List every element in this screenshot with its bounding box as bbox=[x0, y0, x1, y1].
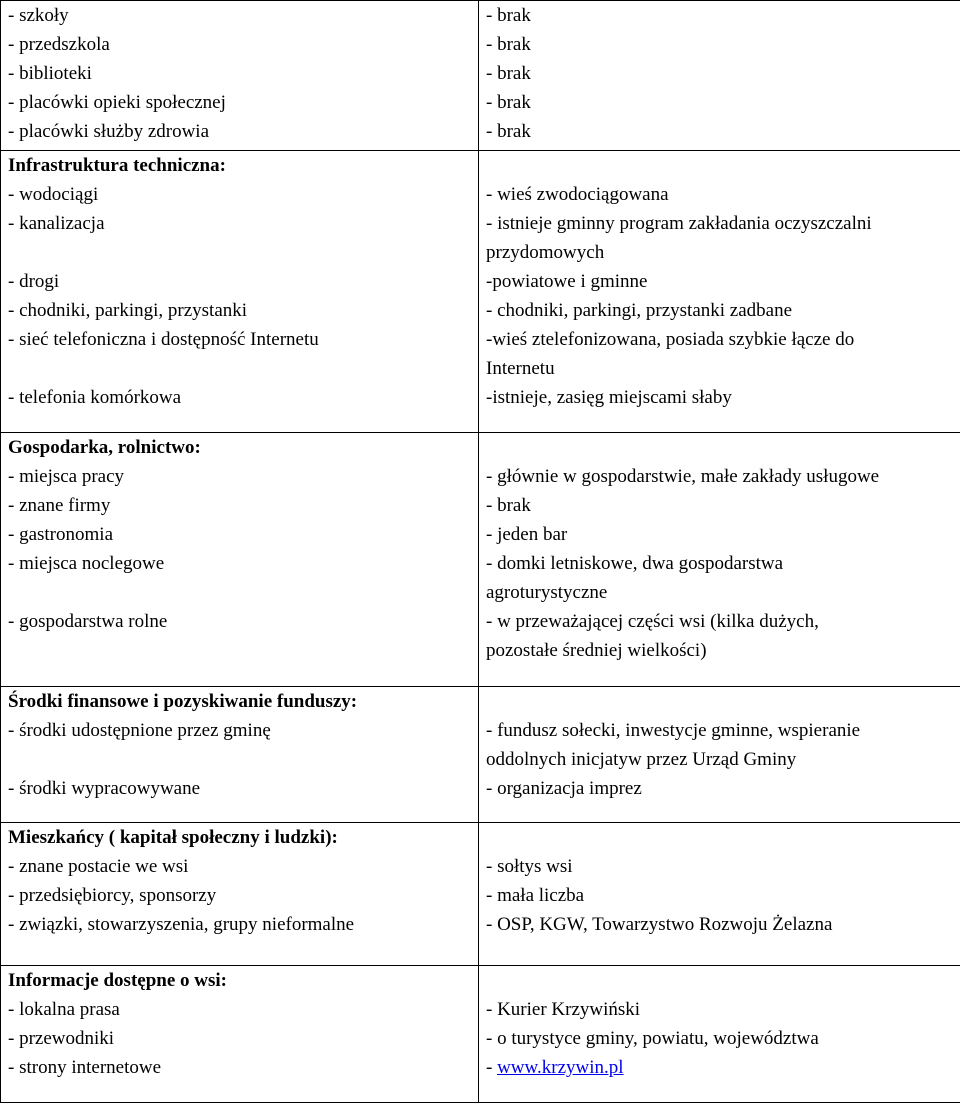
right-line bbox=[486, 687, 960, 716]
right-line: - wieś zwodociągowana bbox=[486, 180, 960, 209]
right-line: - jeden bar bbox=[486, 520, 960, 549]
section-heading: Informacje dostępne o wsi: bbox=[8, 966, 478, 995]
right-line: przydomowych bbox=[486, 238, 960, 267]
left-line bbox=[8, 636, 478, 665]
table-row bbox=[1, 966, 960, 1103]
left-cell bbox=[1, 823, 479, 966]
left-line: - miejsca noclegowe bbox=[8, 549, 478, 578]
table-row bbox=[1, 823, 960, 966]
left-line: - sieć telefoniczna i dostępność Internetu bbox=[8, 325, 478, 354]
left-line bbox=[8, 238, 478, 267]
left-line: - znane postacie we wsi bbox=[8, 852, 478, 881]
right-line: pozostałe średniej wielkości) bbox=[486, 636, 960, 665]
section-heading: Gospodarka, rolnictwo: bbox=[8, 433, 478, 462]
left-line: - placówki służby zdrowia bbox=[8, 117, 478, 146]
right-line: - brak bbox=[486, 30, 960, 59]
left-line: - gospodarstwa rolne bbox=[8, 607, 478, 636]
right-line: -wieś ztelefonizowana, posiada szybkie łącze do bbox=[486, 325, 960, 354]
right-line: - chodniki, parkingi, przystanki zadbane bbox=[486, 296, 960, 325]
left-line: - kanalizacja bbox=[8, 209, 478, 238]
right-line: - brak bbox=[486, 491, 960, 520]
left-cell bbox=[1, 687, 479, 823]
table-row bbox=[1, 151, 960, 433]
section-heading: Infrastruktura techniczna: bbox=[8, 151, 478, 180]
left-line bbox=[8, 578, 478, 607]
right-line: - sołtys wsi bbox=[486, 852, 960, 881]
left-line: - wodociągi bbox=[8, 180, 478, 209]
left-line: - strony internetowe bbox=[8, 1053, 478, 1082]
right-line: - domki letniskowe, dwa gospodarstwa bbox=[486, 549, 960, 578]
table-row bbox=[1, 687, 960, 823]
left-line: - miejsca pracy bbox=[8, 462, 478, 491]
right-cell bbox=[479, 433, 960, 687]
right-line bbox=[486, 151, 960, 180]
left-line: - placówki opieki społecznej bbox=[8, 88, 478, 117]
table-row bbox=[1, 1, 960, 151]
right-line: - mała liczba bbox=[486, 881, 960, 910]
left-line: - lokalna prasa bbox=[8, 995, 478, 1024]
right-line: -istnieje, zasięg miejscami słaby bbox=[486, 383, 960, 412]
right-cell bbox=[479, 823, 960, 966]
left-line bbox=[8, 745, 478, 774]
right-line: - Kurier Krzywiński bbox=[486, 995, 960, 1024]
right-line: Internetu bbox=[486, 354, 960, 383]
right-line bbox=[486, 433, 960, 462]
left-cell bbox=[1, 151, 479, 433]
right-cell bbox=[479, 687, 960, 823]
left-cell bbox=[1, 1, 479, 151]
right-line: - o turystyce gminy, powiatu, województwa bbox=[486, 1024, 960, 1053]
right-line: - OSP, KGW, Towarzystwo Rozwoju Żelazna bbox=[486, 910, 960, 939]
right-line-prefix: - bbox=[486, 1057, 497, 1078]
left-line: - znane firmy bbox=[8, 491, 478, 520]
left-line: - środki udostępnione przez gminę bbox=[8, 716, 478, 745]
right-line: -powiatowe i gminne bbox=[486, 267, 960, 296]
right-cell bbox=[479, 151, 960, 433]
left-line: - gastronomia bbox=[8, 520, 478, 549]
right-line: - istnieje gminny program zakładania oczyszczalni bbox=[486, 209, 960, 238]
website-link[interactable]: www.krzywin.pl bbox=[497, 1057, 623, 1078]
section-heading: Mieszkańcy ( kapitał społeczny i ludzki): bbox=[8, 823, 478, 852]
left-line: - przewodniki bbox=[8, 1024, 478, 1053]
left-cell bbox=[1, 966, 479, 1103]
section-heading: Środki finansowe i pozyskiwanie funduszy: bbox=[8, 687, 478, 716]
right-line: - w przeważającej części wsi (kilka dużych, bbox=[486, 607, 960, 636]
right-line: - głównie w gospodarstwie, małe zakłady usługowe bbox=[486, 462, 960, 491]
right-cell bbox=[479, 1, 960, 151]
left-cell bbox=[1, 433, 479, 687]
right-line: - brak bbox=[486, 117, 960, 146]
right-line: - brak bbox=[486, 59, 960, 88]
right-line bbox=[486, 1053, 960, 1082]
right-line: - brak bbox=[486, 88, 960, 117]
right-line: - brak bbox=[486, 1, 960, 30]
left-line: - szkoły bbox=[8, 1, 478, 30]
right-cell bbox=[479, 966, 960, 1103]
right-line bbox=[486, 966, 960, 995]
left-line: - biblioteki bbox=[8, 59, 478, 88]
right-line: - fundusz sołecki, inwestycje gminne, wspieranie bbox=[486, 716, 960, 745]
left-line: - związki, stowarzyszenia, grupy nieformalne bbox=[8, 910, 478, 939]
table-row bbox=[1, 433, 960, 687]
right-line: oddolnych inicjatyw przez Urząd Gminy bbox=[486, 745, 960, 774]
left-line: - przedszkola bbox=[8, 30, 478, 59]
left-line: - przedsiębiorcy, sponsorzy bbox=[8, 881, 478, 910]
right-line: - organizacja imprez bbox=[486, 774, 960, 803]
left-line: - drogi bbox=[8, 267, 478, 296]
left-line: - środki wypracowywane bbox=[8, 774, 478, 803]
left-line: - chodniki, parkingi, przystanki bbox=[8, 296, 478, 325]
left-line bbox=[8, 354, 478, 383]
left-line: - telefonia komórkowa bbox=[8, 383, 478, 412]
right-line: agroturystyczne bbox=[486, 578, 960, 607]
right-line bbox=[486, 823, 960, 852]
